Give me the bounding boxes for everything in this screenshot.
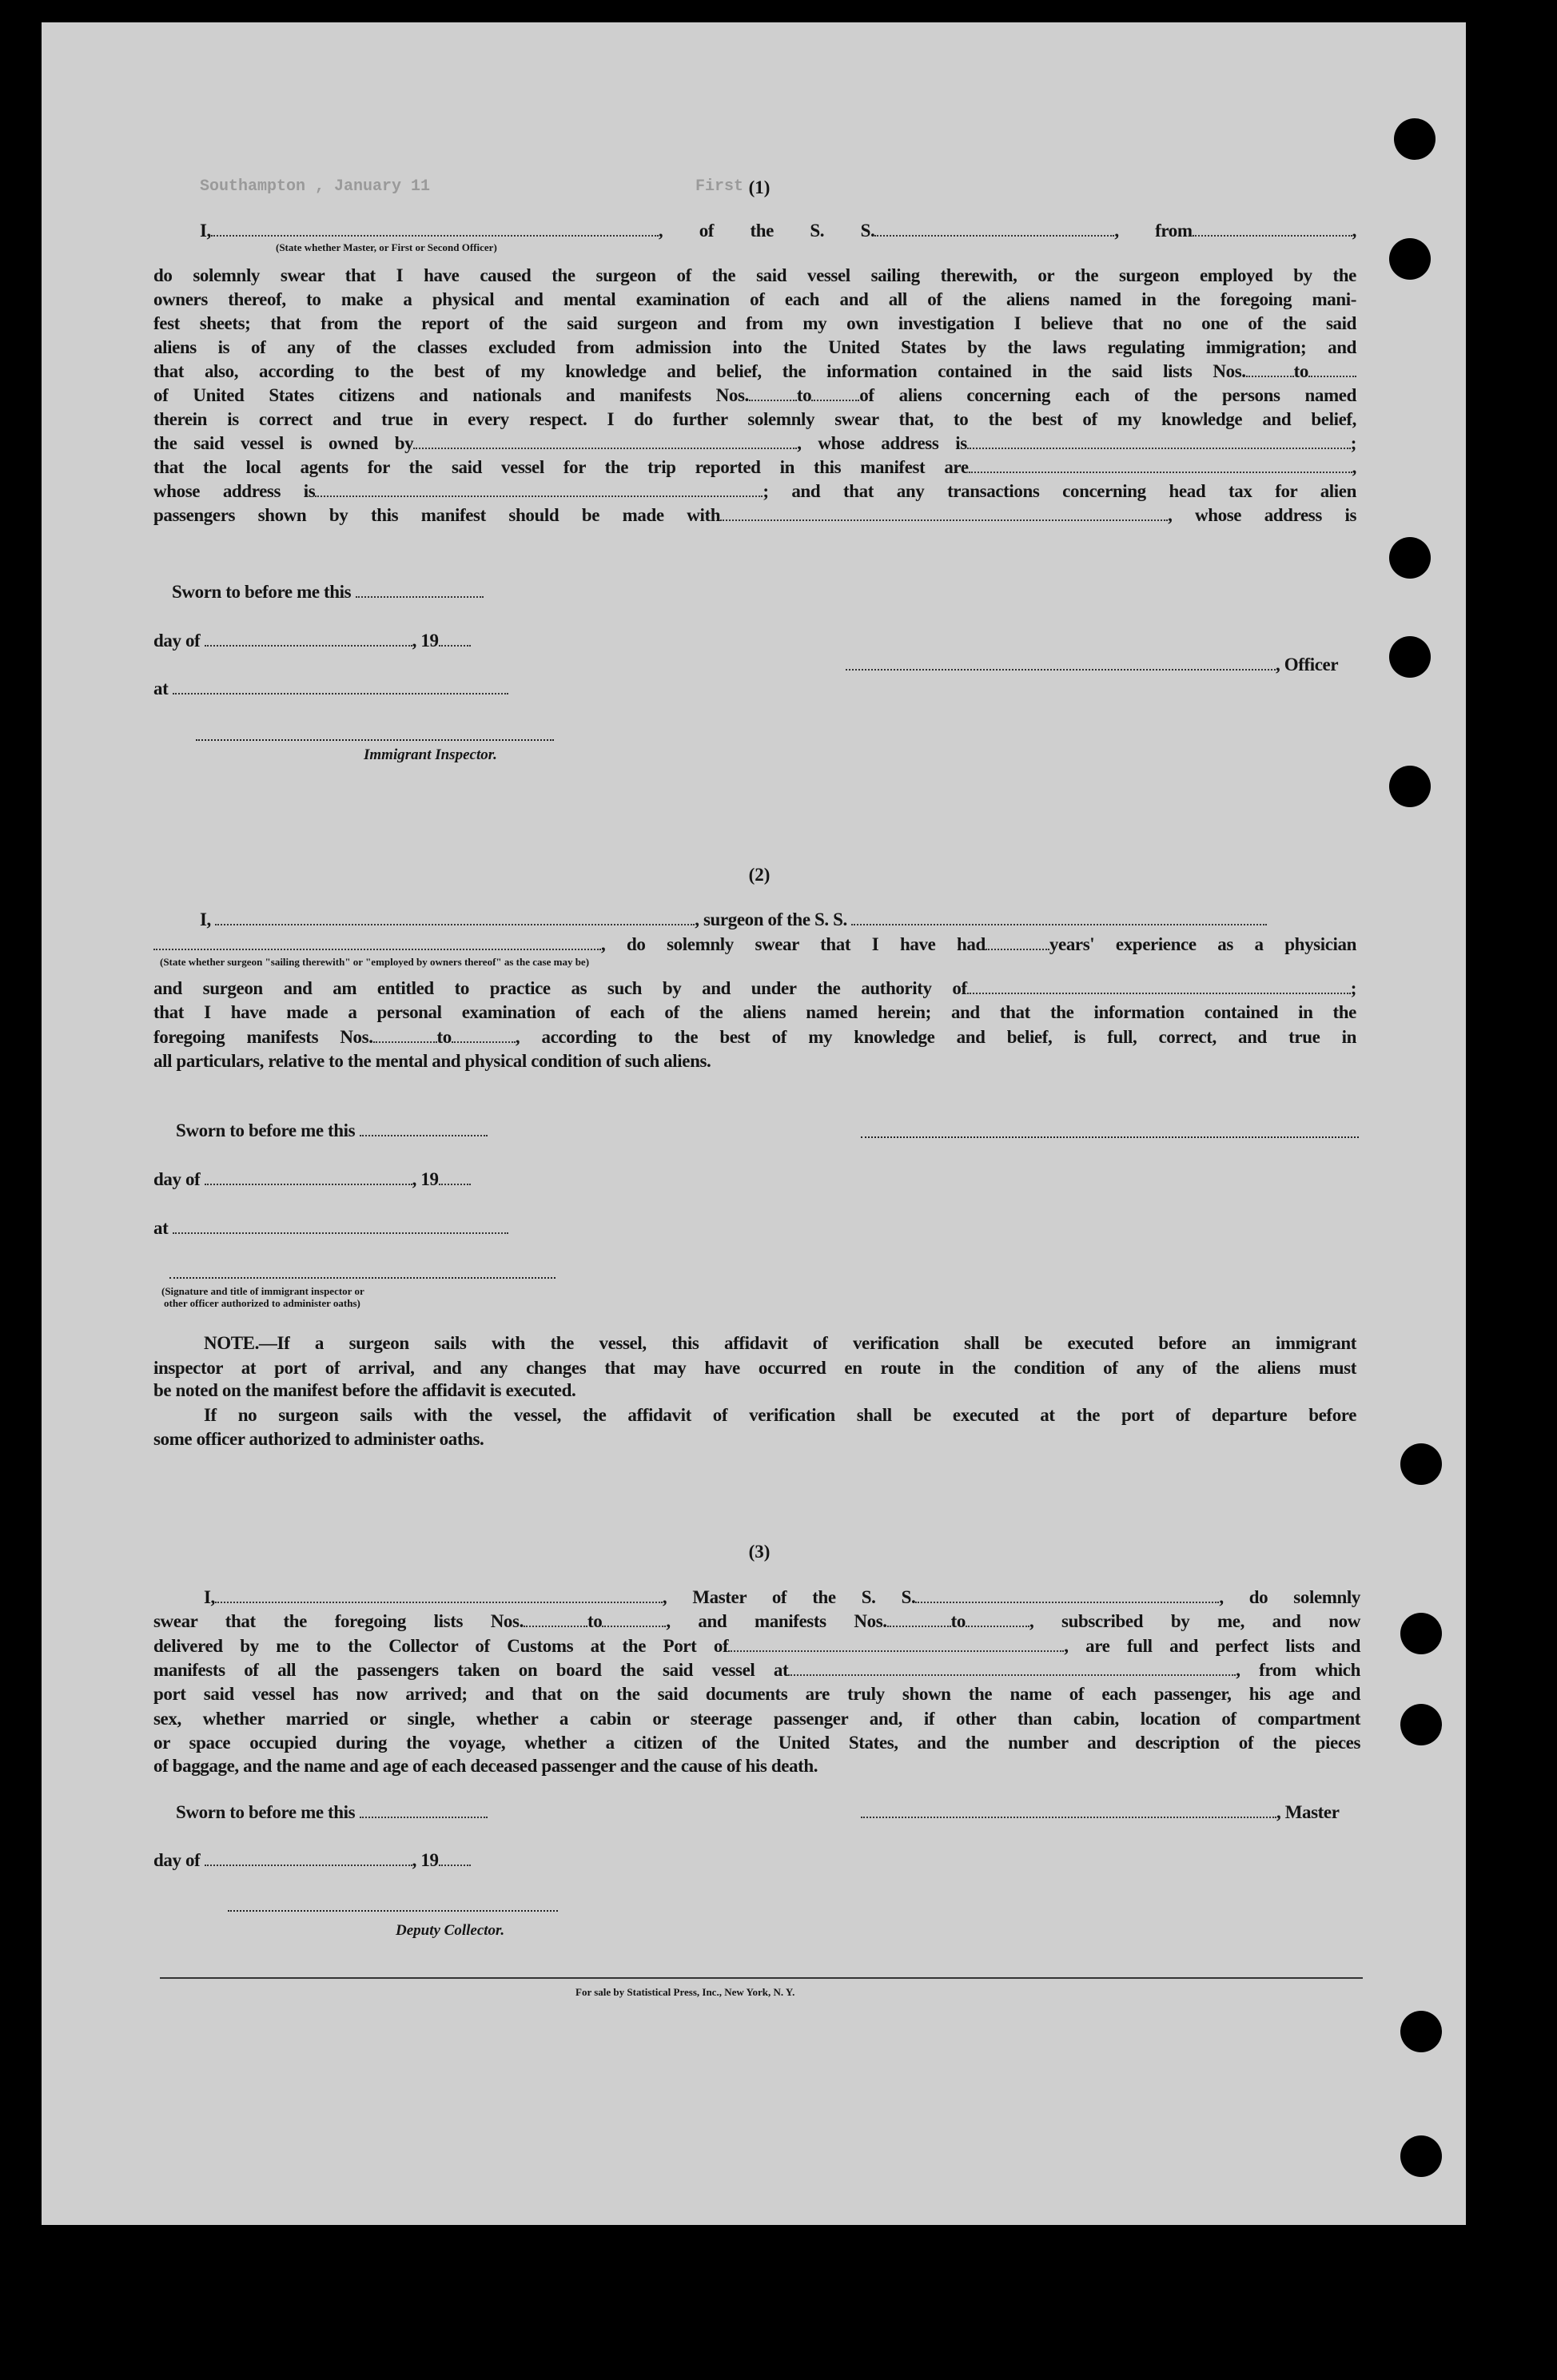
- inspector-signature-line[interactable]: [169, 1277, 556, 1279]
- s1-line-10: [153, 480, 1356, 503]
- s3-sworn: [176, 1801, 559, 1825]
- text: at: [153, 1218, 169, 1238]
- s1-line-7: therein is correct and true in every respect. I do further solemnly swear that, to the best of my knowledge and belief,: [153, 409, 1356, 429]
- s1-line-9: [153, 456, 1356, 480]
- s3-line-2: [153, 1634, 1360, 1658]
- surgeon-status-field[interactable]: [153, 934, 601, 950]
- text: to: [1293, 361, 1308, 381]
- s1-line-1: do solemnly swear that I have caused the surgeon of the said vessel sailing therewith, or the surgeon employed by the: [153, 265, 1356, 285]
- text: manifests of all the passengers taken on board the said vessel at: [153, 1660, 789, 1680]
- punch-hole: [1400, 1704, 1442, 1745]
- s1-line-8: [153, 432, 1356, 456]
- text: day of: [153, 631, 201, 651]
- sworn-day-field[interactable]: [356, 582, 484, 598]
- manifests-to-field[interactable]: [452, 1027, 516, 1043]
- s3-line-0: [204, 1586, 1360, 1610]
- text: ,: [1352, 221, 1356, 241]
- note-line-1: NOTE.—If a surgeon sails with the vessel, this affidavit of verification shall be executed before an immigrant: [204, 1333, 1356, 1353]
- s3-line-3: [153, 1658, 1360, 1682]
- punch-hole: [1389, 238, 1431, 280]
- text: at: [153, 679, 169, 698]
- text: swear that the foregoing lists Nos.: [153, 1611, 524, 1631]
- text: to: [587, 1611, 603, 1631]
- s3-line-5: sex, whether married or single, whether a cabin or steerage passenger and, if other than cabin, location of compartment: [153, 1709, 1360, 1729]
- owner-field[interactable]: [413, 433, 797, 449]
- place-field[interactable]: [173, 679, 508, 694]
- s2-line-1: [153, 933, 1356, 957]
- s2-dayof: [153, 1168, 569, 1192]
- note-line-4: If no surgeon sails with the vessel, the affidavit of verification shall be executed at the port of departure before: [204, 1405, 1356, 1425]
- from-port-field[interactable]: [1193, 221, 1352, 237]
- manifests-from-field[interactable]: [373, 1027, 437, 1043]
- local-agents-field[interactable]: [969, 457, 1352, 473]
- years-field[interactable]: [986, 934, 1049, 950]
- punch-hole: [1400, 1613, 1442, 1654]
- collector-signature-line[interactable]: [228, 1910, 558, 1912]
- lists-from-field[interactable]: [1246, 361, 1294, 377]
- master-signature-line[interactable]: [861, 1802, 1276, 1818]
- punch-hole: [1389, 766, 1431, 807]
- text: to: [950, 1611, 966, 1631]
- text: , surgeon of the S. S.: [695, 909, 847, 929]
- officer-signature-line[interactable]: [846, 655, 1276, 671]
- text: that the local agents for the said vessel for the trip reported in this manifest are: [153, 457, 969, 477]
- s2-line-4: [153, 1025, 1356, 1049]
- month-field[interactable]: [205, 631, 412, 647]
- text: , of the S. S.: [658, 221, 875, 241]
- text: , are full and perfect lists and: [1064, 1636, 1360, 1656]
- text: whose address is: [153, 481, 316, 501]
- boarding-port-field[interactable]: [788, 1660, 1236, 1676]
- surgeon-status-caption: (State whether surgeon "sailing therewith" or "employed by owners thereof" as the case may be): [160, 956, 590, 968]
- deputy-collector-label: Deputy Collector.: [396, 1922, 505, 1939]
- s3-line-7: of baggage, and the name and age of each deceased passenger and the cause of his death.: [153, 1756, 818, 1776]
- s2-at: [153, 1216, 569, 1240]
- year-field[interactable]: [439, 1169, 471, 1185]
- s1-officer: [846, 653, 1365, 677]
- s1-line-4: aliens is of any of the classes excluded from admission into the United States by the laws regulating immigration; and: [153, 337, 1356, 357]
- text: , 19: [412, 1850, 439, 1870]
- punch-hole: [1400, 2135, 1442, 2177]
- manifests-from-field[interactable]: [749, 385, 797, 401]
- month-field[interactable]: [205, 1850, 412, 1866]
- s1-dayof: [153, 629, 569, 653]
- printer-credit: For sale by Statistical Press, Inc., New York, N. Y.: [575, 1986, 795, 1998]
- owner-address-field[interactable]: [967, 433, 1351, 449]
- text: the said vessel is owned by: [153, 433, 414, 453]
- lists-to-field[interactable]: [602, 1611, 666, 1627]
- s1-line-5: [153, 360, 1356, 384]
- text: Sworn to before me this: [176, 1120, 356, 1140]
- text: , do solemnly swear that I have had: [601, 934, 986, 954]
- text: Sworn to before me this: [172, 582, 352, 602]
- manifests-to-field[interactable]: [966, 1611, 1029, 1627]
- sworn-day-field[interactable]: [360, 1802, 488, 1818]
- master-name-field[interactable]: [215, 1587, 663, 1603]
- note-line-5: some officer authorized to administer oaths.: [153, 1429, 484, 1449]
- vessel-name-field[interactable]: [915, 1587, 1219, 1603]
- vessel-name-field[interactable]: [874, 221, 1114, 237]
- s1-line-0: [200, 219, 1356, 243]
- text: of United States citizens and nationals and manifests Nos.: [153, 385, 749, 405]
- text: of aliens concerning each of the persons named: [859, 385, 1356, 405]
- text: ;: [1350, 978, 1356, 998]
- port-field[interactable]: [728, 1636, 1064, 1652]
- punch-hole: [1394, 118, 1436, 160]
- agents-address-field[interactable]: [315, 481, 763, 497]
- text: I,: [204, 1587, 215, 1607]
- signature-caption-2: other officer authorized to administer oaths): [164, 1297, 360, 1309]
- officer-rank-field[interactable]: [211, 221, 659, 237]
- head-tax-field[interactable]: [720, 505, 1168, 521]
- s2-line-3: that I have made a personal examination of each of the aliens named herein; and that the information contained in the: [153, 1002, 1356, 1022]
- text: , from which: [1236, 1660, 1360, 1680]
- punch-hole: [1389, 537, 1431, 579]
- s2-line-0: [200, 908, 1356, 932]
- text: ; and that any transactions concerning head tax for alien: [763, 481, 1356, 501]
- typed-header-left: Southampton , January 11: [200, 177, 431, 196]
- text: , 19: [412, 631, 439, 651]
- text: , Master: [1276, 1802, 1340, 1822]
- s2-sworn: [176, 1119, 559, 1143]
- manifests-from-field[interactable]: [887, 1611, 951, 1627]
- text: , subscribed by me, and now: [1029, 1611, 1360, 1631]
- s3-line-4: port said vessel has now arrived; and that on the said documents are truly shown the name of each passenger, his age and: [153, 1684, 1360, 1704]
- year-field[interactable]: [439, 1850, 471, 1866]
- text: , from: [1114, 221, 1193, 241]
- typed-header-right: First: [695, 177, 744, 196]
- text: to: [796, 385, 812, 405]
- text: ;: [1350, 433, 1357, 453]
- text: ,: [1352, 457, 1356, 477]
- section-2-number: (2): [748, 865, 771, 885]
- surgeon-signature-line[interactable]: [861, 1136, 1359, 1138]
- officer-rank-caption: (State whether Master, or First or Second Officer): [276, 241, 497, 253]
- text: Sworn to before me this: [176, 1802, 356, 1822]
- text: to: [436, 1027, 452, 1047]
- s3-line-6: or space occupied during the voyage, whether a citizen of the United States, and the number and description of the pieces: [153, 1733, 1360, 1753]
- vessel-name-field[interactable]: [851, 909, 1267, 925]
- s3-dayof: [153, 1849, 569, 1873]
- s3-line-1: [153, 1610, 1360, 1634]
- section-3-number: (3): [748, 1542, 771, 1562]
- text: day of: [153, 1850, 201, 1870]
- text: , 19: [412, 1169, 439, 1189]
- text: years' experience as a physician: [1049, 934, 1357, 954]
- month-field[interactable]: [205, 1169, 412, 1185]
- text: I,: [200, 221, 211, 241]
- manifests-to-field[interactable]: [811, 385, 859, 401]
- text: , Officer: [1276, 655, 1339, 675]
- text: I,: [200, 909, 211, 929]
- text: delivered by me to the Collector of Customs at the Port of: [153, 1636, 729, 1656]
- punch-hole: [1400, 1443, 1442, 1485]
- section-1-number: (1): [748, 177, 771, 197]
- punch-hole: [1400, 2011, 1442, 2052]
- text: that also, according to the best of my knowledge and belief, the information contained in the said lists Nos.: [153, 361, 1246, 381]
- text: , whose address is: [797, 433, 967, 453]
- note-line-3: be noted on the manifest before the affidavit is executed.: [153, 1380, 576, 1400]
- signature-caption-1: (Signature and title of immigrant inspector or: [161, 1285, 364, 1297]
- place-field[interactable]: [173, 1218, 508, 1234]
- text: , and manifests Nos.: [666, 1611, 887, 1631]
- year-field[interactable]: [439, 631, 471, 647]
- footer-rule: [160, 1977, 1363, 1979]
- text: , whose address is: [1168, 505, 1356, 525]
- inspector-signature-line[interactable]: [196, 739, 554, 741]
- sworn-day-field[interactable]: [360, 1120, 488, 1136]
- s1-at: [153, 677, 569, 701]
- s1-line-6: [153, 384, 1356, 408]
- text: , Master of the S. S.: [662, 1587, 916, 1607]
- text: , do solemnly: [1219, 1587, 1360, 1607]
- surgeon-name-field[interactable]: [215, 909, 695, 925]
- s1-line-11: [153, 503, 1356, 527]
- immigrant-inspector-label: Immigrant Inspector.: [364, 746, 497, 763]
- lists-from-field[interactable]: [524, 1611, 587, 1627]
- punch-hole: [1389, 636, 1431, 678]
- s1-line-2: owners thereof, to make a physical and mental examination of each and all of the aliens named in the foregoing mani-: [153, 289, 1356, 309]
- s3-master: [861, 1801, 1372, 1825]
- text: day of: [153, 1169, 201, 1189]
- text: and surgeon and am entitled to practice as such by and under the authority of: [153, 978, 967, 998]
- text: passengers shown by this manifest should be made with: [153, 505, 721, 525]
- s1-line-3: fest sheets; that from the report of the said surgeon and from my own investigation I believe that no one of the said: [153, 313, 1356, 333]
- authority-field[interactable]: [967, 978, 1351, 994]
- text: , according to the best of my knowledge and belief, is full, correct, and true in: [515, 1027, 1356, 1047]
- lists-to-field[interactable]: [1308, 361, 1356, 377]
- text: foregoing manifests Nos.: [153, 1027, 373, 1047]
- note-line-2: inspector at port of arrival, and any changes that may have occurred en route in the condition of any of the aliens must: [153, 1358, 1356, 1378]
- s2-line-5: all particulars, relative to the mental and physical condition of such aliens.: [153, 1051, 711, 1071]
- s1-sworn: [172, 580, 556, 604]
- s2-line-2: [153, 977, 1356, 1001]
